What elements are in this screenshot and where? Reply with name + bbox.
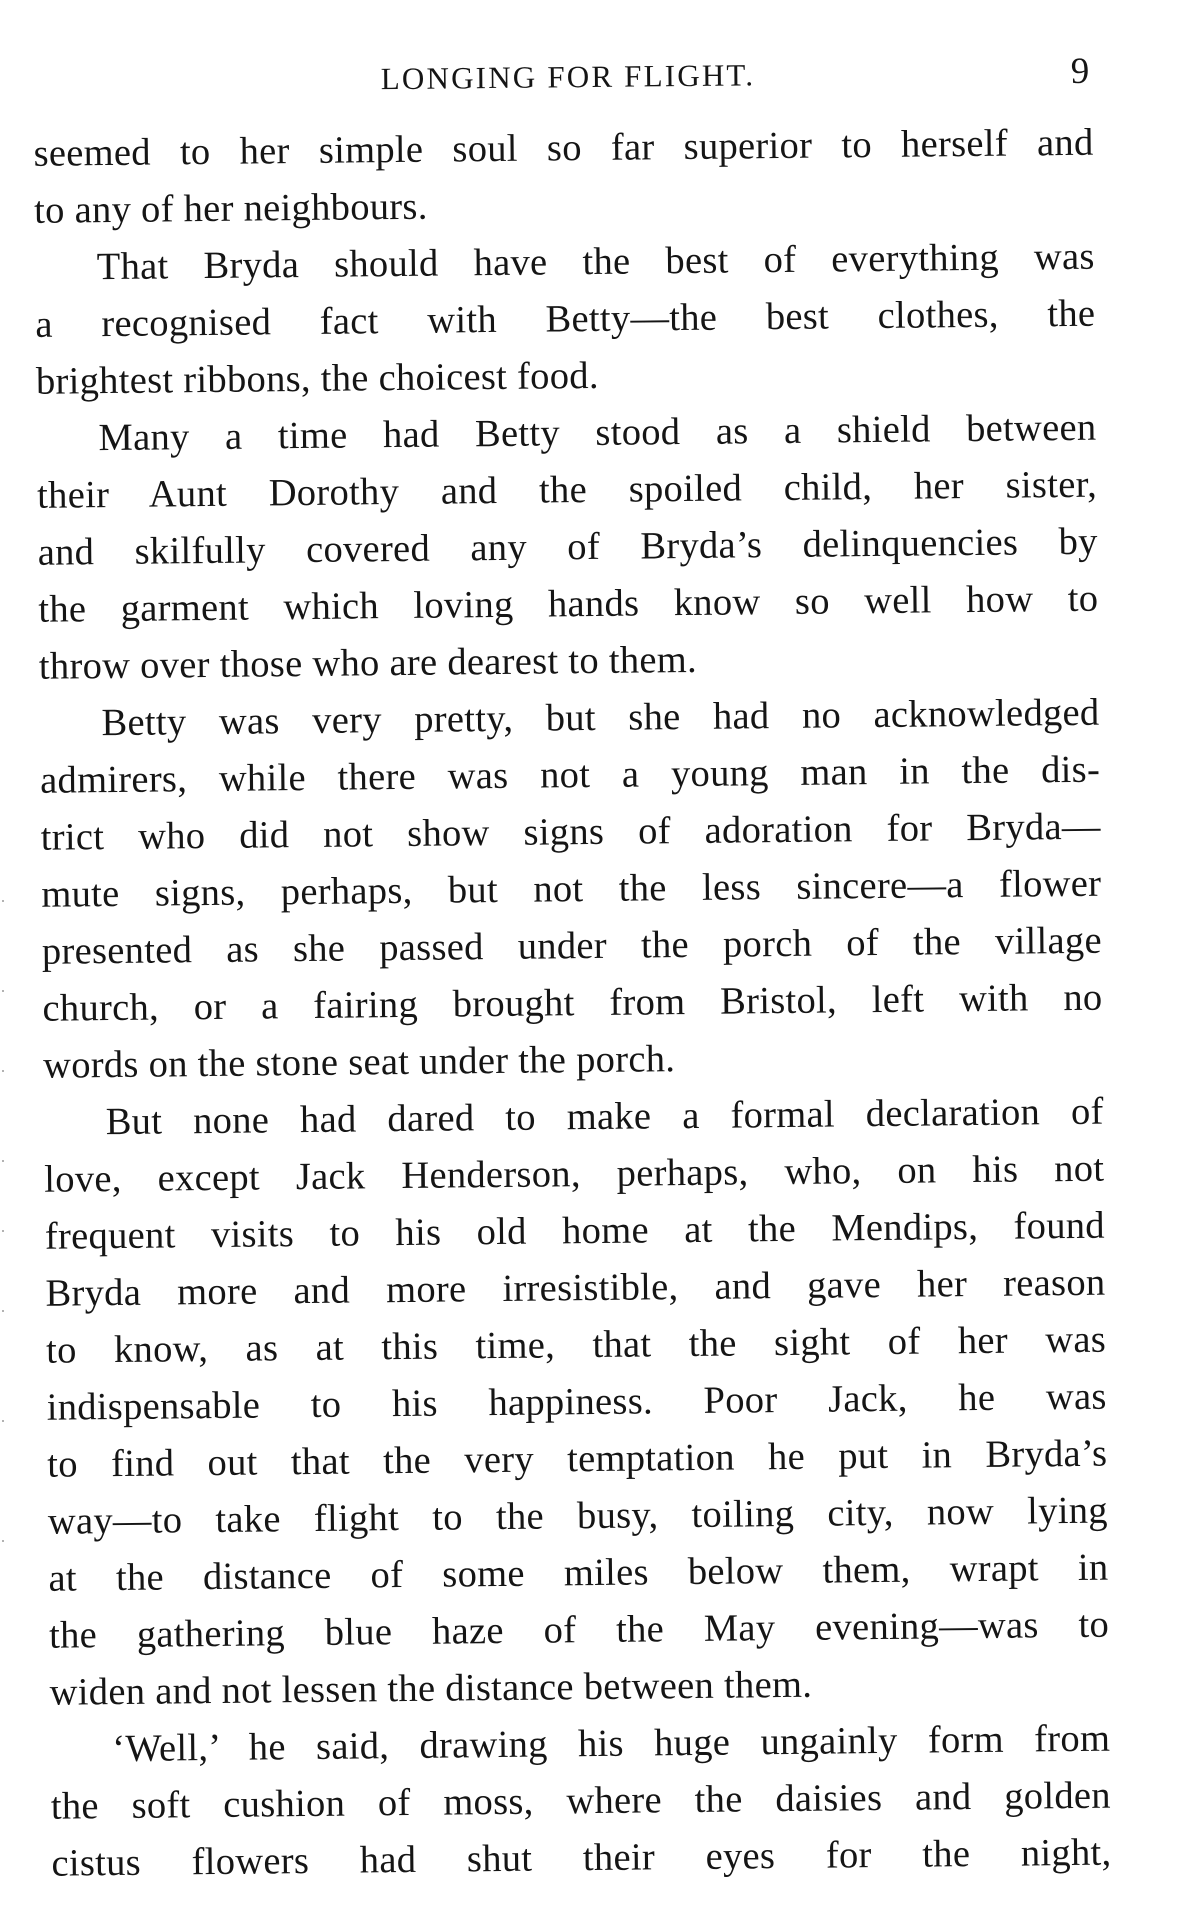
text-line: trict who did not show signs of adoration for Bryda— [40, 805, 1101, 859]
text-line: church, or a fairing brought from Bristol, left with no [42, 976, 1103, 1030]
text-line: mute signs, perhaps, but not the less sincere—a flower [41, 862, 1102, 916]
text-line: But none had dared to make a formal declaration of [105, 1090, 1104, 1144]
text-line: Many a time had Betty stood as a shield between [98, 406, 1097, 460]
text-line: cistus flowers had shut their eyes for the night, [51, 1831, 1112, 1885]
text-line: indispensable to his happiness. Poor Jack, he was [46, 1375, 1107, 1429]
text-line: throw over those who are dearest to them. [38, 638, 698, 688]
text-line: love, except Jack Henderson, perhaps, who, on his not [44, 1147, 1105, 1201]
text-line: That Bryda should have the best of everything was [96, 235, 1095, 289]
text-line: brightest ribbons, the choicest food. [35, 354, 599, 403]
running-title: LONGING FOR FLIGHT. [380, 57, 756, 97]
running-head [31, 46, 1131, 108]
page-number: 9 [1070, 50, 1090, 92]
text-line: to any of her neighbours. [33, 185, 428, 232]
text-line: and skilfully covered any of Bryda’s delinquencies by [37, 520, 1098, 574]
text-line: the gathering blue haze of the May evening—was to [48, 1603, 1110, 1657]
text-line: Bryda more and more irresistible, and gave her reason [45, 1261, 1106, 1315]
margin-specks [2, 900, 12, 1600]
text-line: the soft cushion of moss, where the daisies and golden [50, 1774, 1112, 1828]
text-line: widen and not lessen the distance between them. [49, 1663, 813, 1714]
text-line: presented as she passed under the porch of the village [41, 919, 1103, 973]
text-line: seemed to her simple soul so far superior to herself and [33, 121, 1094, 175]
text-line: words on the stone seat under the porch. [42, 1038, 676, 1087]
text-line: frequent visits to his old home at the Mendips, found [44, 1204, 1106, 1258]
text-line: their Aunt Dorothy and the spoiled child, her sister, [36, 463, 1098, 517]
text-line: at the distance of some miles below them, wrapt in [48, 1546, 1109, 1600]
text-line: admirers, while there was not a young man in the dis- [39, 748, 1101, 802]
text-line: a recognised fact with Betty—the best clothes, the [35, 292, 1096, 346]
text-line: the garment which loving hands know so well how to [38, 577, 1099, 631]
text-line: to find out that the very temptation he put in Bryda’s [47, 1432, 1108, 1486]
text-line: Betty was very pretty, but she had no acknowledged [101, 691, 1100, 745]
text-line: way—to take flight to the busy, toiling city, now lying [47, 1489, 1109, 1543]
text-line: to know, as at this time, that the sight of her was [45, 1318, 1107, 1372]
text-line: ‘Well,’ he said, drawing his huge ungainly form from [112, 1717, 1111, 1771]
body-text [33, 115, 1111, 1893]
